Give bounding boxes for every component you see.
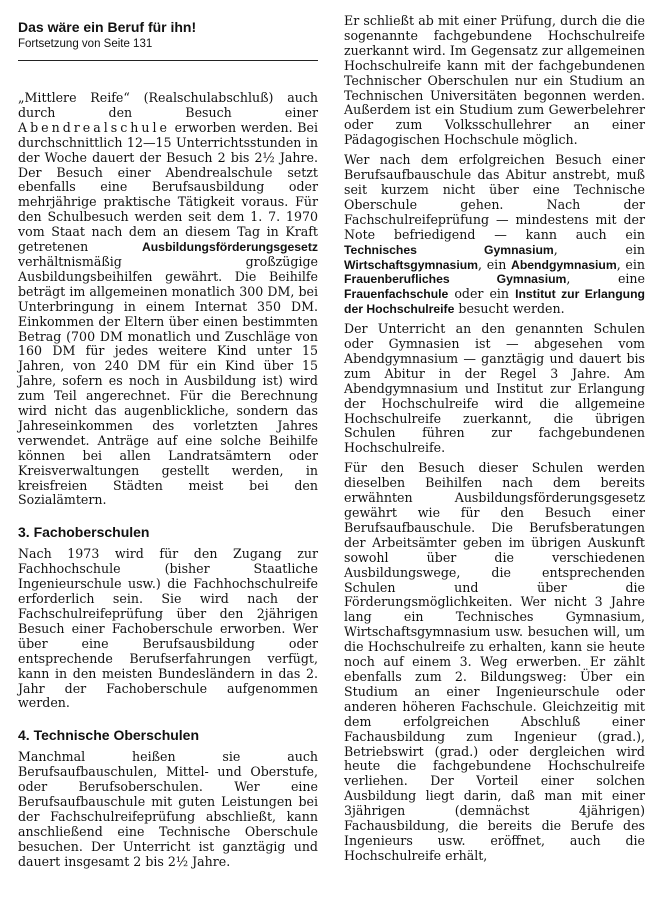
paragraph-unterricht: Der Unterricht an den genannten Schulen oder Gymnasien ist — abgesehen vom Abendgymnasium — ganztägig und dauert bis zum Abitur in der Regel 3 Jahre. Am Abendgymnasium und Institut zur Erlangung der Hochschulreife wird die allgemeine Hochschulreife zuerkannt, die übrigen Schulen führen zur fachgebundenen Hochschulreife. [344,321,645,456]
right-column [344,14,645,869]
section-heading-fachoberschulen: 3. Fachoberschulen [18,524,150,541]
left-column [18,14,318,870]
header-rule [18,60,318,61]
paragraph-abendrealschule [18,91,318,508]
bold-term: Abendgymnasium [511,257,617,272]
bold-term: Ausbildungsförderungsgesetz [141,240,318,255]
text-run: oder ein [448,286,516,302]
bold-term: Frauenfachschule [344,287,449,302]
spaced-term: Abendrealschule [18,119,171,135]
text-run: , ein [478,256,512,272]
paragraph-technische-oberschulen: Manchmal heißen sie auch Berufsaufbauschulen, Mittel- und Oberstufe, oder Berufsoberschulen. Wer eine Berufsaufbauschule mit guten Leistungen bei der Fachschulreifeprüfung abschließt, kann anschließend eine Technische Oberschule besuchen. Der Unterricht ist ganztägig und dauert insgesamt 2 bis 2½ Jahre. [18,749,318,869]
paragraph-pruefung: Er schließt ab mit einer Prüfung, durch die die sogenannte fachgebundene Hochschulreife zuerkannt wird. Im Gegensatz zur allgemeinen Hochschulreife kann mit der fachgebundenen Technischer Oberschulen nur ein Studium an Technischen Universitäten begonnen werden. Außerdem ist ein Studium zum Gewerbelehrer oder zum Volksschullehrer an einer Pädagogischen Hochschule möglich. [344,13,645,148]
section-heading-technische-oberschulen: 4. Technische Oberschulen [18,727,200,744]
text-run: besucht werden. [454,301,565,317]
text-run: Wer nach dem erfolgreichen Besuch einer Berufsaufbauschule das Abitur anstrebt, muß seit kurzem nicht über eine Technische Oberschule gehen. Nach der Fachschulreifeprüfung — mindestens mit der Note befriedigend — kann auch ein [344,152,645,242]
paragraph-abitur-wege [344,153,645,317]
text-run: erworben werden. Bei durchschnittlich 12—15 Unterrichtsstunden in der Woche dauert der Besuch 2 bis 2½ Jahre. Der Besuch einer Abendrealschule setzt ebenfalls eine Berufsausbildung oder mehrjährige praktische Tätigkeit voraus. Für den Schulbesuch werden seit dem 1. 7. 1970 vom Staat nach dem an diesem Tag in Kraft getretenen [18,119,318,255]
text-run: „Mittlere Reife“ (Realschulabschluß) auch durch den Besuch einer [18,90,318,120]
bold-term: Frauenberufliches Gymnasium [344,272,567,287]
text-run: , ein [616,256,645,272]
text-run: , ein [553,241,645,257]
bold-term: Technisches Gymnasium [344,242,554,257]
continuation-note: Fortsetzung von Seite 131 [18,38,153,50]
bold-term: Institut zur Erlangung der Hochschulreife [344,287,646,317]
bold-term: Wirtschaftsgymnasium [344,257,478,272]
text-run: , eine [566,271,645,287]
text-run: verhältnismäßig großzügige Ausbildungsbeihilfen gewährt. Die Beihilfe beträgt im allgemeinen monatlich 300 DM, bei Unterbringung in einem Internat 350 DM. Einkommen der Eltern über einen bestimmten Betrag (700 DM monatlich und Zuschläge von 160 DM für jedes weitere Kind unter 15 Jahren, von 240 DM für ein Kind über 15 Jahre, sofern es noch in Ausbildung ist) wird zum Teil angerechnet. Für die Berechnung wird nicht das augenblickliche, sondern das Jahreseinkommen des vorletzten Jahres verwendet. Anträge auf eine solche Beihilfe können bei allen Landratsämtern oder Kreisverwaltungen gestellt werden, in kreisfreien Städten meist bei den Sozialämtern. [18,253,318,508]
paragraph-fachoberschulen: Nach 1973 wird für den Zugang zur Fachhochschule (bisher Staatliche Ingenieurschule usw.) die Fachhochschulreife erforderlich sein. Sie wird nach der Fachschulreifeprüfung über den 2jährigen Besuch einer Fachoberschule erworben. Wer über eine Berufsausbildung oder entsprechende Berufserfahrungen verfügt, kann in den meisten Bundesländern in das 2. Jahr der Fachoberschule aufgenommen werden. [18,546,318,711]
paragraph-beihilfen: Für den Besuch dieser Schulen werden dieselben Beihilfen nach dem bereits erwähnten Ausbildungsförderungsgesetz gewährt wie für den Besuch einer Berufsaufbauschule. Die Berufsberatungen der Arbeitsämter geben im übrigen Auskunft sowohl über die verschiedenen Ausbildungswege, die entsprechenden Schulen und über die Förderungsmöglichkeiten. Wer nicht 3 Jahre lang ein Technisches Gymnasium, Wirtschaftsgymnasium usw. besuchen will, um die Hochschulreife zu erhalten, kann sie heute noch auf einem 3. Weg erwerben. Er zählt ebenfalls zum 2. Bildungsweg: Über ein Studium an einer Ingenieurschule oder anderen höheren Fachschule. Gleichzeitig mit dem erfolgreichen Abschluß einer Fachausbildung zum Ingenieur (grad.), Betriebswirt (grad.) oder dergleichen wird heute die fachgebundene Hochschulreife verliehen. Der Vorteil einer solchen Ausbildung liegt darin, daß man mit einer 3jährigen (demnächst 4jährigen) Fachausbildung, die bereits die Berufe des Ingenieurs usw. eröffnet, auch die Hochschulreife erhält, [344,460,645,863]
article-title: Das wäre ein Beruf für ihn! [18,19,197,35]
